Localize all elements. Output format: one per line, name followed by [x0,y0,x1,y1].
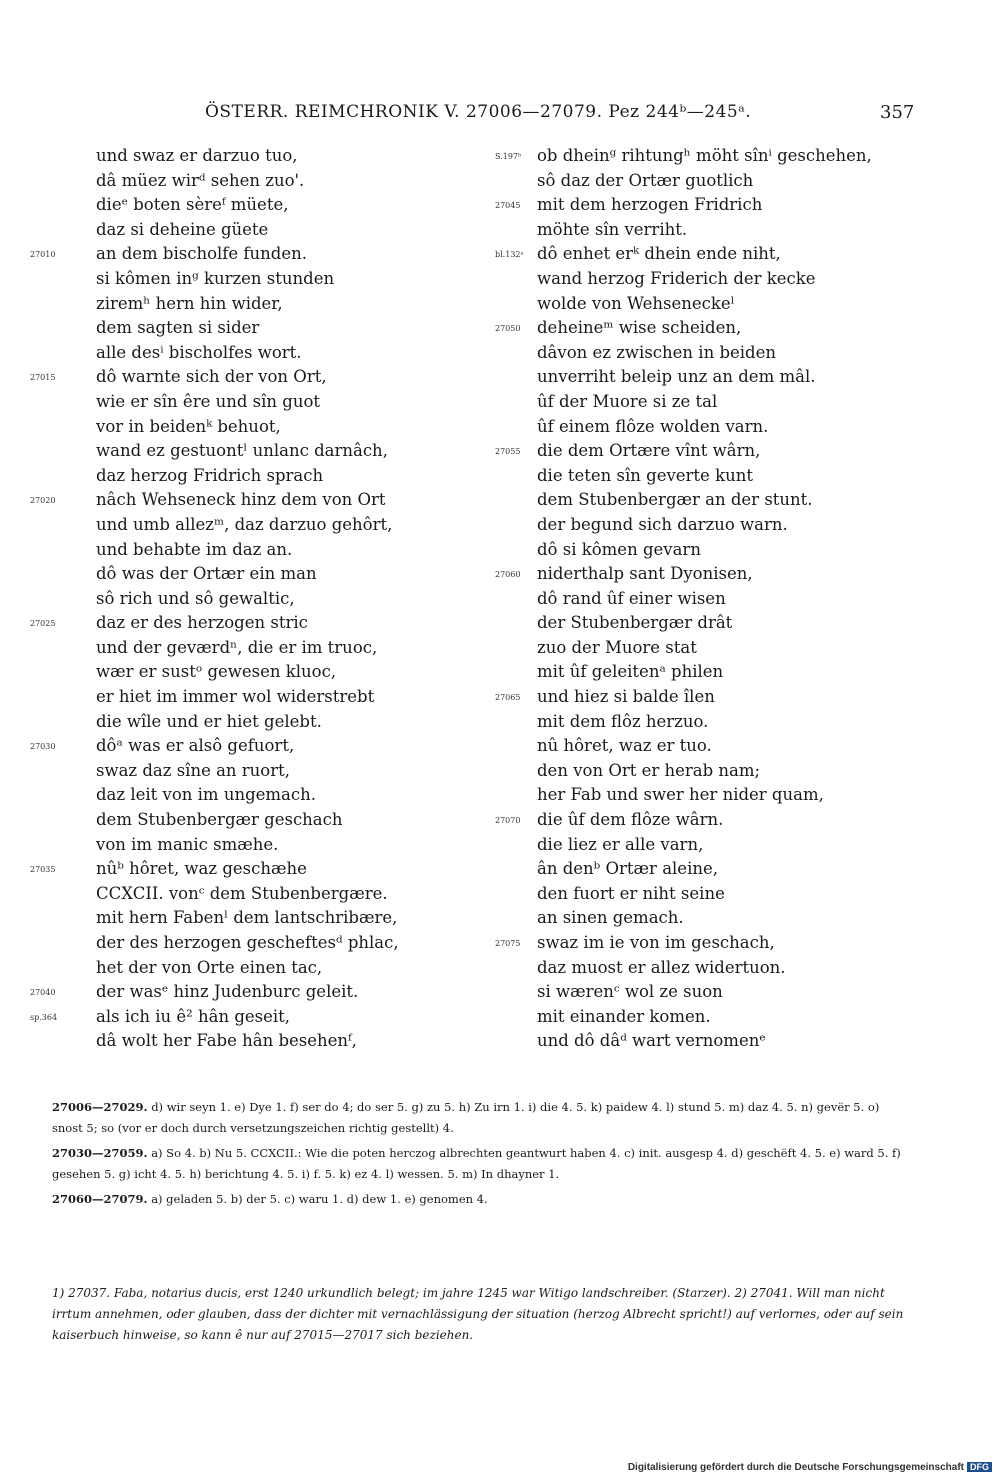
verse-line [495,734,935,759]
verse-text: wand herzog Friderich der kecke [537,268,816,288]
verse-text: und swaz er darzuo tuo, [96,146,298,165]
verse-text: der wasᵉ hinz Judenburc geleit. [96,982,359,1002]
header-title: ÖSTERR. REIMCHRONIK V. 27006—27079. Pez 244ᵇ—245ᵃ. [205,102,752,122]
verse-line [30,538,460,563]
verse-text: daz er des herzogen stric [96,613,308,633]
verse-line [30,587,460,612]
verse-line [30,415,460,440]
verse-line [495,365,935,390]
verse-text: wolde von Wehseneckeˡ [537,293,735,313]
verse-text: der Stubenbergær drât [537,613,733,633]
verse-text: dieᵉ boten sèreᶠ müete, [96,195,289,215]
verse-text: von im manic smæhe. [96,834,279,854]
verse-line [30,193,460,218]
verse-text: und hiez si balde îlen [537,687,715,707]
verse-line [30,341,460,366]
line-number: 27020 [30,496,56,506]
verse-text: niderthalp sant Dyonisen, [537,564,753,584]
verse-text: an dem bischolfe funden. [96,244,307,264]
verse-line [495,685,935,710]
verse-text: dô was der Ortær ein man [96,564,317,584]
note-range: 27030—27059. [52,1146,148,1160]
verse-line [495,316,935,341]
verse-text: als ich iu ê² hân geseit, [96,1006,291,1026]
note-text: d) wir seyn 1. e) Dye 1. f) ser do 4; do ser 5. g) zu 5. h) Zu irn 1. i) die 4. 5. k) paidew 4. l) stund 5. m) daz 4. 5. n) gevër 5. o) snost 5; so (vor er doch durch versetzungszeichen richtig gestellt) 4. [52,1100,880,1135]
verse-line [30,759,460,784]
verse-line [495,242,935,267]
verse-line [495,931,935,956]
verse-line [495,538,935,563]
note-group [52,1143,912,1185]
verse-line [495,906,935,931]
verse-line [495,882,935,907]
line-number: 27035 [30,865,56,875]
line-number: 27010 [30,250,56,260]
verse-line [30,808,460,833]
verse-line [30,513,460,538]
verse-line [495,980,935,1005]
verse-line [30,611,460,636]
verse-line [495,390,935,415]
verse-text: der des herzogen gescheftesᵈ phlac, [96,933,399,952]
verse-text: den fuort er niht seine [537,883,725,903]
verse-text: zuo der Muore stat [537,637,697,657]
verse-text: die dem Ortære vînt wârn, [537,441,761,461]
verse-line [495,710,935,735]
line-number: 27030 [30,742,56,752]
verse-text: die ûf dem flôze wârn. [537,810,724,830]
verse-line [30,636,460,661]
verse-line [495,415,935,440]
verse-text: CCXCII. vonᶜ dem Stubenbergære. [96,883,388,903]
verse-text: die wîle und er hiet gelebt. [96,711,322,731]
verse-line [495,857,935,882]
verse-text: ân denᵇ Ortær aleine, [537,859,718,879]
verse-column-right [495,144,935,1054]
verse-text: swaz daz sîne an ruort, [96,760,291,780]
verse-line [30,956,460,981]
verse-line [495,587,935,612]
verse-line [30,267,460,292]
verse-text: er hiet im immer wol widerstrebt [96,687,375,707]
verse-line [30,488,460,513]
verse-line [495,611,935,636]
verse-text: mit hern Fabenˡ dem lantschribære, [96,908,398,928]
verse-line [30,931,460,956]
note-range: 27060—27079. [52,1192,148,1206]
verse-text: dâ müez wirᵈ sehen zuo'. [96,170,305,190]
verse-line [495,169,935,194]
verse-text: dôᵃ was er alsô gefuort, [96,736,295,756]
verse-line [495,513,935,538]
verse-line [495,562,935,587]
verse-text: daz muost er allez widertuon. [537,957,786,977]
line-number: 27050 [495,324,521,334]
note-text: a) geladen 5. b) der 5. c) waru 1. d) dew 1. e) genomen 4. [151,1192,488,1206]
verse-line [495,1029,935,1054]
verse-line [30,218,460,243]
verse-line [495,488,935,513]
verse-line [495,808,935,833]
note-range: 27006—27029. [52,1100,148,1114]
verse-column-left [30,144,460,1054]
verse-text: dô enhet erᵏ dhein ende niht, [537,244,781,264]
dfg-credit [628,1462,992,1473]
verse-text: deheineᵐ wise scheiden, [537,318,742,338]
verse-text: dô warnte sich der von Ort, [96,367,327,387]
variant-notes [52,1097,912,1214]
verse-line [495,144,935,169]
verse-text: der begund sich darzuo warn. [537,514,788,534]
line-number: bl.132ᵃ [495,250,524,260]
line-number: sp.364 [30,1012,58,1022]
verse-text: dem Stubenbergær geschach [96,810,343,830]
verse-text: dô rand ûf einer wisen [537,588,726,608]
verse-line [30,1029,460,1054]
verse-text: an sinen gemach. [537,908,684,928]
verse-line [495,956,935,981]
verse-text: und umb allezᵐ, daz darzuo gehôrt, [96,514,393,534]
verse-line [30,783,460,808]
verse-text: und der geværdⁿ, die er im truoc, [96,637,378,657]
verse-text: dem Stubenbergær an der stunt. [537,490,813,510]
verse-text: dô si kômen gevarn [537,539,701,559]
footnotes [52,1283,912,1346]
verse-text: und behabte im daz an. [96,539,293,559]
line-number: 27025 [30,619,56,629]
verse-line [30,169,460,194]
verse-line [30,980,460,1005]
verse-text: und dô dâᵈ wart vernomenᵉ [537,1031,766,1051]
verse-line [30,316,460,341]
verse-text: die liez er alle varn, [537,834,704,854]
page-number: 357 [880,102,915,123]
verse-text: swaz im ie von im geschach, [537,933,775,952]
verse-line [495,660,935,685]
verse-text: ziremʰ hern hin wider, [96,293,283,313]
verse-text: sô daz der Ortær guotlich [537,170,754,190]
verse-line [495,783,935,808]
dfg-credit-text: Digitalisierung gefördert durch die Deutsche Forschungsgemeinschaft [627,1462,964,1473]
line-number: 27045 [495,201,521,211]
verse-text: alle desⁱ bischolfes wort. [96,342,302,362]
verse-text: daz si deheine güete [96,219,269,239]
running-header [0,102,1000,130]
verse-text: nûᵇ hôret, waz geschæhe [96,859,307,879]
verse-text: mit einander komen. [537,1006,711,1026]
verse-line [495,759,935,784]
verse-text: mit ûf geleitenᵃ philen [537,662,724,682]
verse-text: daz herzog Fridrich sprach [96,465,324,485]
verse-line [30,710,460,735]
verse-text: die teten sîn geverte kunt [537,465,753,485]
verse-line [495,636,935,661]
verse-text: her Fab und swer her nider quam, [537,785,824,805]
verse-line [495,439,935,464]
verse-line [30,144,460,169]
verse-line [30,562,460,587]
verse-text: möhte sîn verriht. [537,219,688,239]
line-number: 27055 [495,447,521,457]
verse-line [495,1005,935,1030]
line-number: 27065 [495,693,521,703]
verse-text: dâvon ez zwischen in beiden [537,342,777,362]
verse-text: si wærenᶜ wol ze suon [537,982,723,1002]
verse-text: daz leit von im ungemach. [96,785,317,805]
dfg-logo: DFG [967,1462,992,1472]
verse-text: mit dem flôz herzuo. [537,711,709,731]
verse-line [30,857,460,882]
verse-text: vor in beidenᵏ behuot, [96,416,281,436]
line-number: 27070 [495,816,521,826]
verse-line [495,218,935,243]
verse-line [30,685,460,710]
verse-line [30,292,460,317]
verse-line [30,464,460,489]
verse-text: wie er sîn êre und sîn guot [96,391,321,411]
verse-line [30,660,460,685]
verse-text: sô rich und sô gewaltic, [96,588,295,608]
verse-text: nâch Wehseneck hinz dem von Ort [96,490,386,510]
verse-line [30,1005,460,1030]
note-text: a) So 4. b) Nu 5. CCXCII.: Wie die poten herczog albrechten geantwurt haben 4. c) init. ausgesp 4. d) geschëft 4. 5. e) ward 5. f) gesehen 5. g) icht 4. 5. h) berichtung 4. 5. i) f. 5. k) ez 4. l) wessen. 5. m) In dhayner 1. [52,1146,901,1181]
verse-text: ûf der Muore si ze tal [537,391,718,411]
verse-line [495,341,935,366]
line-number: 27015 [30,373,56,383]
verse-text: ob dheinᵍ rihtungʰ möht sînⁱ geschehen, [537,146,872,165]
verse-text: wær er sustᵒ gewesen kluoc, [96,662,337,682]
verse-line [30,390,460,415]
verse-text: nû hôret, waz er tuo. [537,736,712,756]
verse-line [495,193,935,218]
verse-text: unverriht beleip unz an dem mâl. [537,367,816,387]
verse-line [30,906,460,931]
line-number: 27040 [30,988,56,998]
verse-line [30,882,460,907]
verse-text: ûf einem flôze wolden varn. [537,416,769,436]
verse-line [30,365,460,390]
verse-text: wand ez gestuontˡ unlanc darnâch, [96,441,388,461]
verse-line [30,242,460,267]
footnote: 1) 27037. Faba, notarius ducis, erst 1240 urkundlich belegt; im jahre 1245 war Witigo landschreiber. (Starzer). 2) 27041. Will man nicht irrtum annehmen, oder glauben, dass der dichter mit vernachlässigung der situation (herzog Albrecht spricht!) auf verlornes, oder auf sein kaiserbuch hinweise, so kann ê nur auf 27015—27017 sich beziehen. [52,1286,904,1342]
line-number: S.197ᵇ [495,152,522,161]
verse-line [495,464,935,489]
verse-line [495,833,935,858]
verse-line [495,292,935,317]
verse-line [30,439,460,464]
verse-text: si kômen inᵍ kurzen stunden [96,268,335,288]
verse-text: den von Ort er herab nam; [537,760,761,780]
line-number: 27060 [495,570,521,580]
verse-line [495,267,935,292]
line-number: 27075 [495,939,521,948]
verse-text: dem sagten si sider [96,318,260,338]
verse-text: het der von Orte einen tac, [96,957,323,977]
note-group [52,1189,912,1210]
verse-text: dâ wolt her Fabe hân besehenᶠ, [96,1031,357,1051]
verse-text: mit dem herzogen Fridrich [537,195,763,215]
verse-line [30,833,460,858]
verse-line [30,734,460,759]
note-group [52,1097,912,1139]
